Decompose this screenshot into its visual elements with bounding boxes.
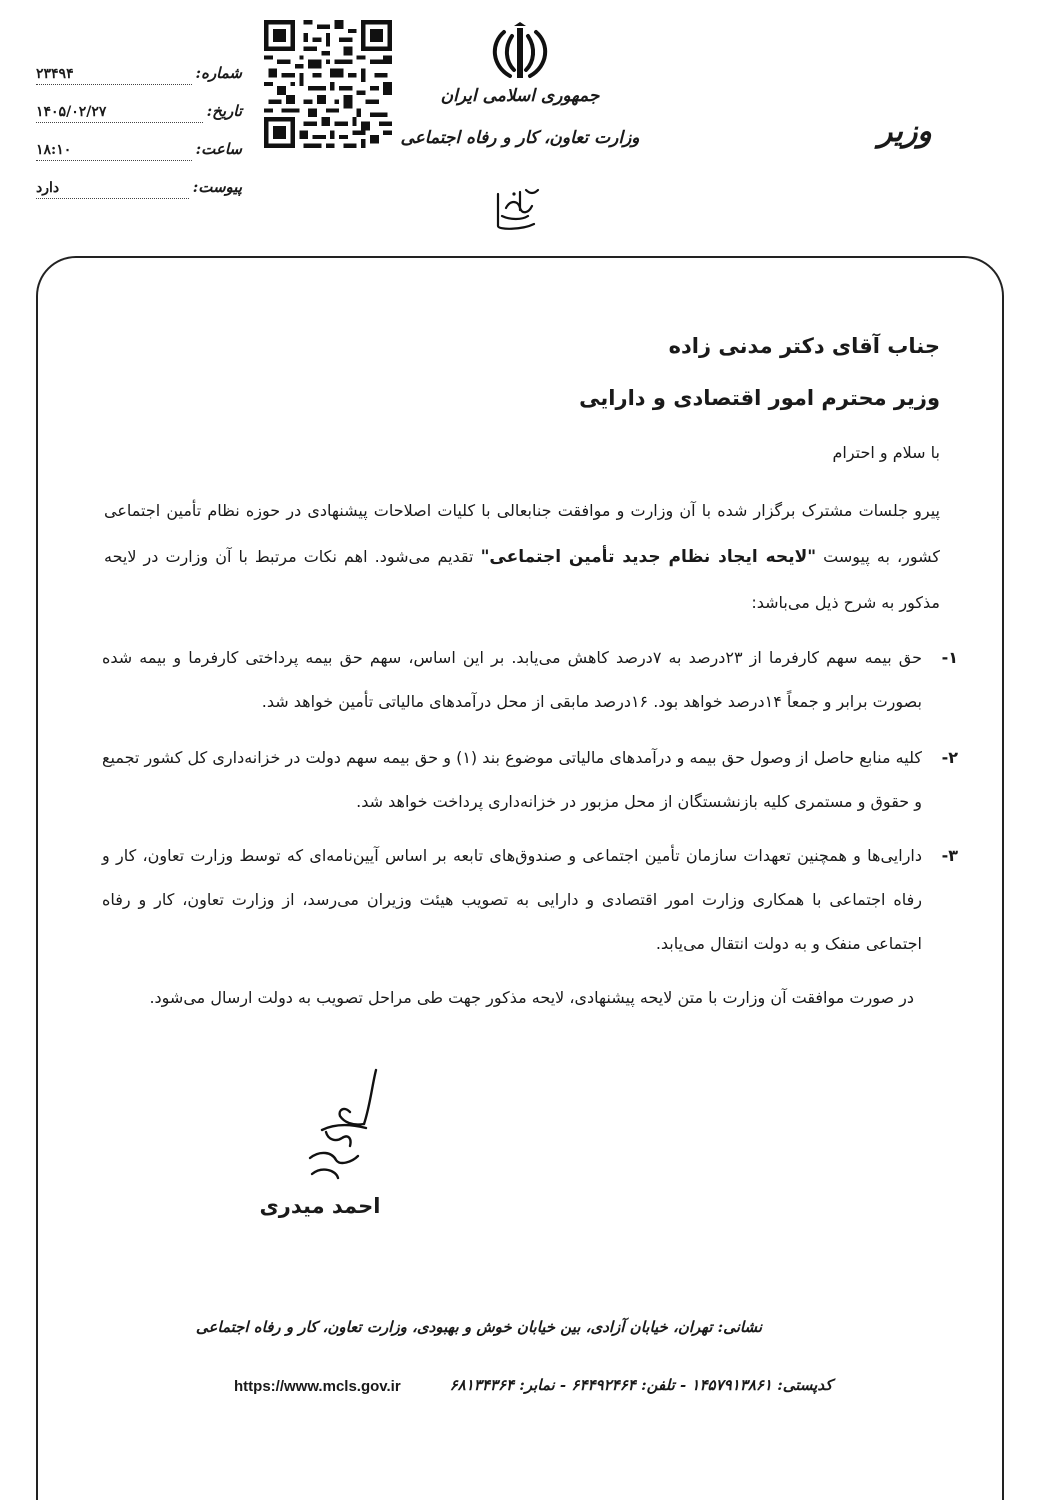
website-link[interactable]: https://www.mcls.gov.ir [234,1378,401,1395]
list-item [102,636,958,724]
item-text: حق بیمه سهم کارفرما از ۲۳درصد به ۷درصد کاهش می‌یابد. بر این اساس، سهم حق بیمه پرداختی کارفرما و بیمه شده بصورت برابر و جمعاً ۱۴درصد خواهد بود. ۱۶درصد مابقی از محل درآمدهای مالیاتی تأمین خواهد شد. [102,648,923,711]
item-text: دارایی‌ها و همچنین تعهدات سازمان تأمین اجتماعی و صندوق‌های تابعه بر اساس آیین‌نامه‌ای که توسط وزارت تعاون، کار و رفاه اجتماعی با همکاری وزارت امور اقتصادی و دارایی به تصویب هیئت وزیران می‌رسد، از وزارت تعاون، کار و رفاه اجتماعی منفک و به دولت انتقال می‌یابد. [102,846,922,953]
letter-metadata [36,54,242,206]
addressee-position: وزیر محترم امور اقتصادی و دارایی [579,386,940,410]
intro-text-start: پیرو جلسات مشترک برگزار شده با آن وزارت و موافقت جنابعالی با کلیات اصلاحات پیشنهادی در حوزه نظام تأمین اجتماعی کشور، به پیوست [104,501,940,566]
greeting: با سلام و احترام [832,443,940,462]
ministry-name: وزارت تعاون، کار و رفاه اجتماعی [400,128,640,148]
handwritten-signature [292,1066,402,1196]
item-number: ۲- [941,748,958,767]
list-item [102,736,958,824]
meta-time-value: ۱۸:۱۰ [36,141,192,161]
country-name: جمهوری اسلامی ایران [440,86,600,106]
meta-time-label: ساعت: [195,140,242,158]
item-number: ۳- [941,846,958,865]
closing-paragraph: در صورت موافقت آن وزارت با متن لایحه پیشنهادی، لایحه مذکور جهت طی مراحل تصویب به دولت ارسال می‌شود. [149,988,914,1007]
meta-date-value: ۱۴۰۵/۰۲/۲۷ [36,103,203,123]
footer-contacts: کدپستی: ۱۴۵۷۹۱۳۸۶۱ - تلفن: ۶۴۴۹۲۴۶۴ - نمابر: ۶۸۱۳۴۳۶۴ [449,1376,833,1394]
signer-name: احمد میدری [259,1194,381,1218]
meta-time [36,130,242,168]
meta-date-label: تاریخ: [206,102,242,120]
intro-text-end: تقدیم می‌شود. اهم نکات مرتبط با آن وزارت در لایحه مذکور به شرح ذیل می‌باشد: [104,547,940,612]
bill-title: "لایحه ایجاد نظام جدید تأمین اجتماعی" [480,547,817,567]
minister-title: وزیر [878,114,932,149]
motto-calligraphy [476,186,556,232]
addressee-name: جناب آقای دکتر مدنی زاده [668,334,940,358]
intro-paragraph [104,488,940,626]
list-item [102,834,958,966]
iran-emblem-icon [484,22,556,86]
meta-attachment-label: پیوست: [192,178,242,196]
meta-date [36,92,242,130]
item-number: ۱- [941,648,958,667]
meta-number-label: شماره: [195,64,242,82]
meta-number [36,54,242,92]
meta-number-value: ۲۳۴۹۴ [36,65,192,85]
qr-code [264,20,392,148]
footer-address: نشانی: تهران، خیابان آزادی، بین خیابان خوش و بهبودی، وزارت تعاون، کار و رفاه اجتماعی [195,1318,762,1336]
meta-attachment-value: دارد [36,179,189,199]
item-text: کلیه منابع حاصل از وصول حق بیمه و درآمدهای مالیاتی موضوع بند (۱) و حق بیمه سهم دولت در خزانه‌داری کل کشور تجمیع و حقوق و مستمری کلیه بازنشستگان از محل مزبور در خزانه‌داری پرداخت خواهد شد. [102,748,923,811]
meta-attachment [36,168,242,206]
